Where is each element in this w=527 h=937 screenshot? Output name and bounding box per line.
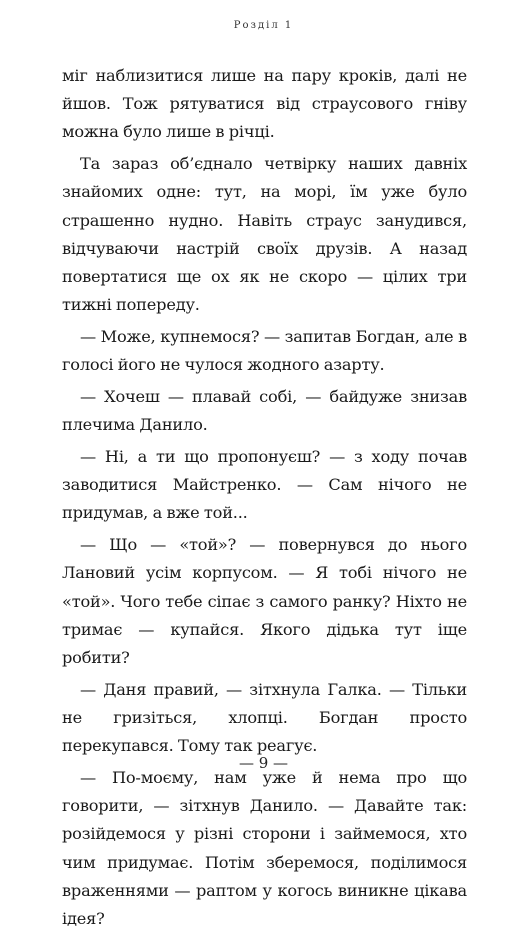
dialogue-line: — По-моєму, нам уже й нема про що говорити, — зітхнув Данило. — Давайте так: розійдемося у різні сторони і займемося, хто чим придумає. Потім зберемося, поділимося враженнями — раптом у когось виникне цікава ідея? <box>62 768 467 929</box>
page-number: — 9 — <box>238 754 289 772</box>
dialogue-line: — Даня правий, — зітхнула Галка. — Тільки не гризіться, хлопці. Богдан просто перекупався. Тому так реагує. <box>62 679 467 756</box>
dialogue-line: — Може, купнемося? — запитав Богдан, але в голосі його не чулося жодного азарту. <box>62 327 467 375</box>
dialogue-line: — Ні, а ти що пропонуєш? — з ходу почав заводитися Майстренко. — Сам нічого не придумав, а вже той... <box>62 447 467 523</box>
paragraph: Та зараз об’єднало четвірку наших давніх знайомих одне: тут, на морі, їм уже було страшенно нудно. Навіть страус занудився, відчуваючи настрій своїх друзів. А назад повертатися ще ох як не скоро — цілих три тижні попереду. <box>62 154 467 315</box>
dialogue-line: — Що — «той»? — повернувся до нього Лановий усім корпусом. — Я тобі нічого не «той». Чого тебе сіпає з самого ранку? Ніхто не тримає — купайся. Якого дідька тут іще робити? <box>62 535 467 668</box>
body-text <box>62 62 467 937</box>
running-head: Розділ 1 <box>233 20 294 31</box>
paragraph-continuation: міг наблизитися лише на пару кроків, далі не йшов. Тож рятуватися від страусового гніву можна було лише в річці. <box>62 66 467 142</box>
dialogue-line: — Хочеш — плавай собі, — байдуже знизав плечима Данило. <box>62 387 467 435</box>
